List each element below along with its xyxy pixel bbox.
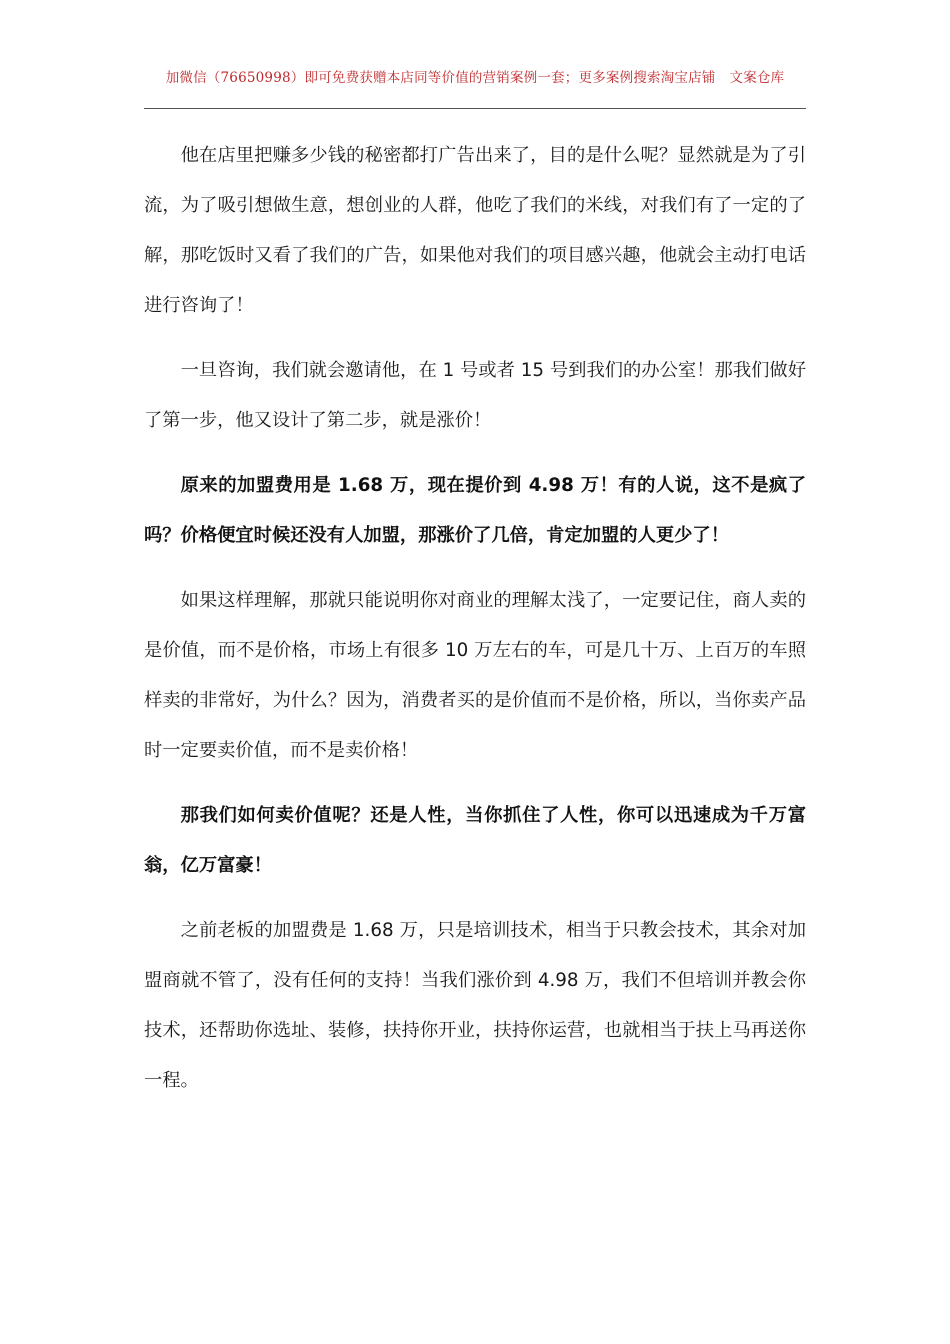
header-divider	[144, 108, 806, 109]
header-promo-text: 加微信（76650998）即可免费获赠本店同等价值的营销案例一套；更多案例搜索淘宝店铺	[165, 70, 716, 86]
bold-paragraph: 原来的加盟费用是 1.68 万，现在提价到 4.98 万！有的人说，这不是疯了吗？价格便宜时候还没有人加盟，那涨价了几倍，肯定加盟的人更少了！	[144, 475, 806, 546]
paragraph: 他在店里把赚多少钱的秘密都打广告出来了，目的是什么呢？显然就是为了引流，为了吸引想做生意，想创业的人群，他吃了我们的米线，对我们有了一定的了解，那吃饭时又看了我们的广告，如果他对我们的项目感兴趣，他就会主动打电话进行咨询了！	[144, 145, 806, 316]
paragraph: 一旦咨询，我们就会邀请他，在 1 号或者 15 号到我们的办公室！那我们做好了第一步，他又设计了第二步，就是涨价！	[144, 360, 806, 431]
paragraph: 如果这样理解，那就只能说明你对商业的理解太浅了，一定要记住，商人卖的是价值，而不是价格，市场上有很多 10 万左右的车，可是几十万、上百万的车照样卖的非常好，为什么？因为，消费者买的是价值而不是价格，所以，当你卖产品时一定要卖价值，而不是卖价格！	[144, 590, 806, 761]
paragraph: 之前老板的加盟费是 1.68 万，只是培训技术，相当于只教会技术，其余对加盟商就不管了，没有任何的支持！当我们涨价到 4.98 万，我们不但培训并教会你技术，还帮助你选址、装修，扶持你开业，扶持你运营，也就相当于扶上马再送你一程。	[144, 920, 806, 1091]
page-header	[144, 66, 806, 86]
bold-paragraph: 那我们如何卖价值呢？还是人性，当你抓住了人性，你可以迅速成为千万富翁，亿万富豪！	[144, 805, 806, 876]
document-body	[144, 131, 806, 1121]
header-shop-name: 文案仓库	[729, 70, 785, 86]
